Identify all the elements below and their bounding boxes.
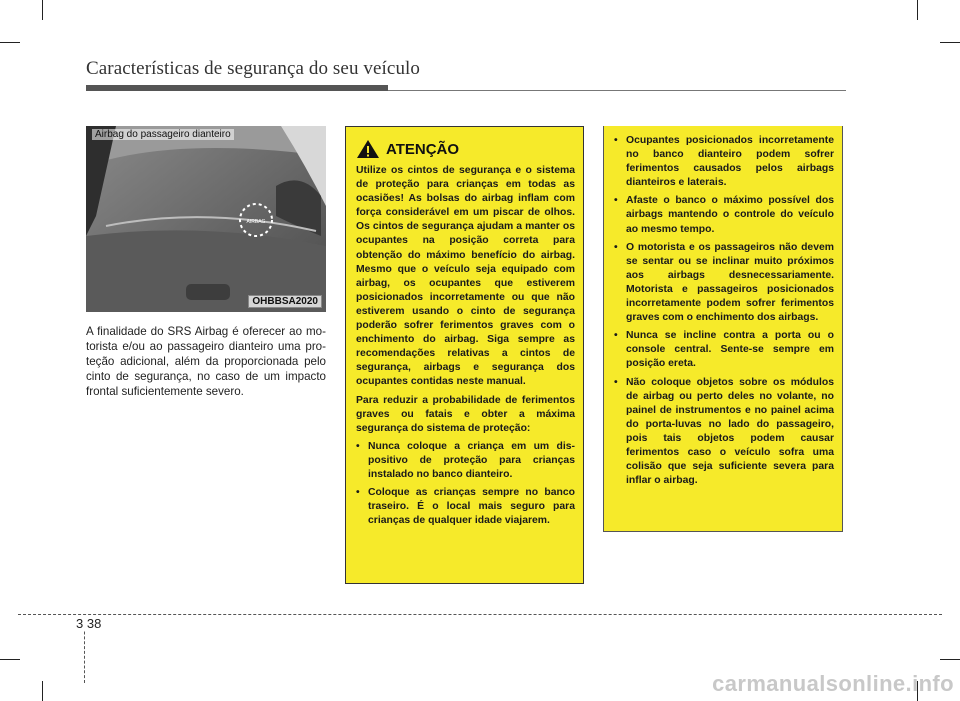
- page-title: Características de segurança do seu veículo: [86, 58, 421, 79]
- dashboard-illustration: [86, 126, 326, 312]
- watermark: carmanualsonline.info: [712, 671, 954, 696]
- bullet-icon: •: [614, 135, 618, 146]
- list-item-text: Nunca coloque a criança em um dispositivo de proteção para crianças instalado no banco dianteiro.: [368, 440, 575, 480]
- list-item: [614, 194, 834, 236]
- header-rule: [388, 90, 846, 91]
- bullet-icon: •: [356, 440, 360, 452]
- list-item-text: O motorista e os passageiros não devem se sentar ou se inclinar muito próximos aos airbags desnecessariamente. Motorista e passageiros posicionados incorretamente podem sofrer ferimentos graves com o enchimento dos airbags.: [626, 241, 834, 324]
- list-item: [614, 241, 834, 326]
- crop-mark: [940, 42, 960, 43]
- list-item: [614, 329, 834, 371]
- crop-mark: [42, 681, 43, 701]
- crop-mark: [0, 42, 20, 43]
- crop-mark: [0, 659, 20, 660]
- warning-box-continued: [603, 126, 843, 532]
- warning-paragraph: Utilize os cintos de segurança e o sistema de proteção para crianças em todas as ocasiões! As bolsas do airbag inflam com força considerável em um piscar de olhos. Os cintos de segurança ajudam a manter os ocupantes na posição correta para obtenção do máximo benefício do airbag. Mesmo que o veículo seja equipado com airbag, os ocupantes que estiverem posicionados incorretamente ou que não estiverem usando o cinto de segurança poderão sofrer ferimentos graves com o enchimento do airbag. Siga sempre as recomendações relativas a cintos de segurança, airbags e segurança dos ocupantes contidas neste manual.: [356, 165, 575, 388]
- list-item-text: Ocupantes posicionados incorretamente no banco dianteiro podem sofrer ferimentos causados pelos airbags dianteiros e laterais.: [626, 135, 834, 189]
- warning-triangle-icon: [356, 139, 380, 159]
- list-item: [614, 134, 834, 190]
- warning-box: [345, 126, 584, 584]
- airbag-label: AIRBAG: [246, 219, 266, 225]
- bullet-icon: •: [614, 195, 618, 207]
- list-item-text: Não coloque objetos sobre os módulos de airbag ou perto deles no volante, no painel de instrumentos e no painel acima do porta-luvas no lado do passageiro, pois tais objetos podem causar ferimentos caso o veículo sofra uma colisão que seja suficiente severa para inflar o airbag.: [626, 376, 834, 487]
- warning-paragraph: Para reduzir a probabilidade de ferimentos graves ou fatais e obter a máxima segurança do sistema de proteção:: [356, 394, 575, 434]
- intro-paragraph: A finalidade do SRS Airbag é oferecer ao motorista e/ou ao passageiro dianteiro uma proteção adicional, além da proporcionada pelo cinto de segurança, no caso de um impacto frontal suficientemente severo.: [86, 325, 326, 398]
- crop-mark: [917, 0, 918, 20]
- header-bar: [86, 85, 388, 91]
- list-item: [356, 486, 575, 528]
- warning-title: ATENÇÃO: [386, 140, 460, 158]
- warning-header: [356, 139, 459, 159]
- bullet-icon: •: [614, 376, 618, 388]
- page-number: 3 38: [76, 616, 102, 631]
- warning-body: [356, 164, 575, 532]
- list-item: [356, 440, 575, 482]
- list-item-text: Coloque as crianças sempre no banco traseiro. É o local mais seguro para crianças de qualquer idade viajarem.: [368, 487, 575, 527]
- photo-caption: Airbag do passageiro dianteiro: [92, 129, 234, 140]
- footer-dashed-rule: [18, 614, 942, 615]
- warning-body-continued: [614, 134, 834, 492]
- crop-mark: [940, 659, 960, 660]
- bullet-icon: •: [356, 487, 360, 499]
- photo-code: OHBBSA2020: [248, 295, 322, 308]
- bullet-icon: •: [614, 241, 618, 253]
- crop-mark: [42, 0, 43, 20]
- list-item-text: Afaste o banco o máximo possível dos airbags mantendo o controle do veículo ao mesmo tempo.: [626, 195, 834, 235]
- airbag-photo: [86, 126, 326, 312]
- list-item-text: Nunca se incline contra a porta ou o console central. Sente-se sempre em posição ereta.: [626, 330, 834, 370]
- list-item: [614, 376, 834, 489]
- bullet-icon: •: [614, 330, 618, 342]
